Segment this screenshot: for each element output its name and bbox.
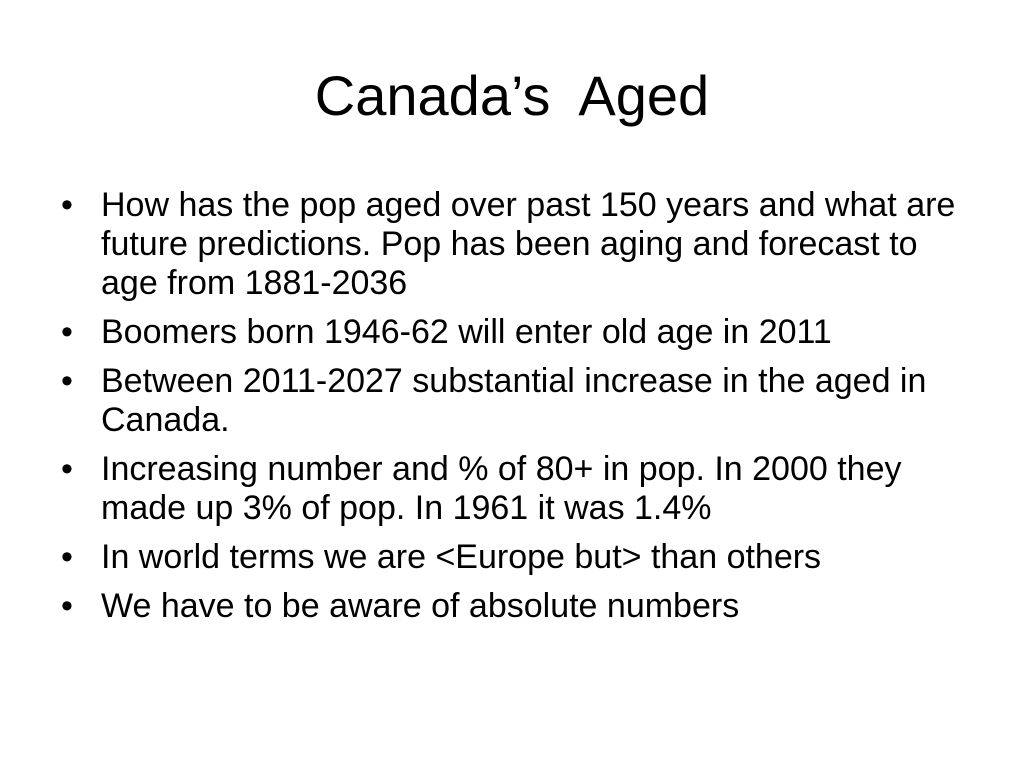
bullet-text: Between 2011-2027 substantial increase in the aged in Canada. <box>101 362 927 439</box>
bullet-text: We have to be aware of absolute numbers <box>101 587 740 625</box>
bullet-marker: • <box>61 362 73 400</box>
bullet-text: Boomers born 1946-62 will enter old age in 2011 <box>101 313 832 351</box>
bullet-item <box>58 313 978 352</box>
bullet-marker: • <box>61 313 73 351</box>
bullet-text: Increasing number and % of 80+ in pop. In 2000 they made up 3% of pop. In 1961 it was 1.4% <box>101 450 902 527</box>
bullet-item <box>58 186 978 303</box>
bullet-marker: • <box>61 450 73 488</box>
bullet-text: In world terms we are <Europe but> than others <box>101 538 822 576</box>
bullet-marker: • <box>61 186 73 224</box>
bullet-item <box>58 362 978 440</box>
bullet-marker: • <box>61 587 73 625</box>
bullet-item <box>58 450 978 528</box>
slide-title: Canada’s Aged <box>314 64 710 127</box>
bullet-item <box>58 538 978 577</box>
bullet-marker: • <box>61 538 73 576</box>
bullet-item <box>58 587 978 626</box>
bullet-text: How has the pop aged over past 150 years and what are future predictions. Pop has been aging and forecast to age from 1881-2036 <box>101 186 956 302</box>
bullet-list <box>58 186 978 636</box>
